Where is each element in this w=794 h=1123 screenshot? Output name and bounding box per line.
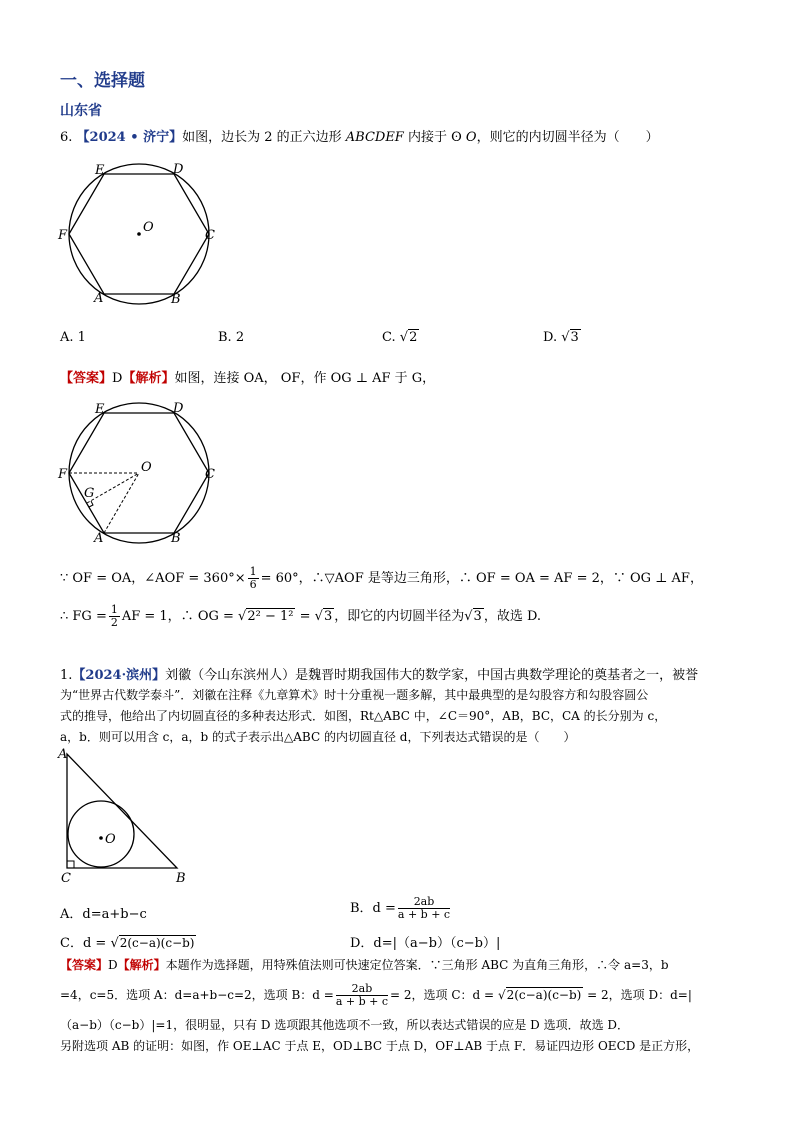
right-angle-mark	[67, 861, 74, 868]
triangle	[67, 754, 177, 868]
center-point	[99, 836, 103, 840]
radicand: 3	[323, 609, 333, 624]
q1-stem-line3: 式的推导，他给出了内切圆直径的多种表达形式．如图，Rt△ABC 中，∠C＝90°，AB，BC，CA 的长分别为 c，	[60, 709, 667, 723]
deriv1-text-b: = 60°，∴▽AOF 是等边三角形，∴ OF = OA = AF = 2，∵ OG ⊥ AF，	[260, 571, 703, 586]
q1-option-b-label: B．d =	[350, 901, 396, 916]
q6-source: 【2024 • 济宁】	[76, 130, 183, 145]
label-E: E	[95, 163, 105, 178]
label-O: O	[105, 832, 116, 847]
fraction	[248, 566, 259, 591]
frac-den: 2	[110, 616, 118, 629]
incircle	[68, 801, 134, 867]
segment-OG	[87, 473, 139, 503]
label-E: E	[95, 402, 105, 417]
q1-option-b	[350, 896, 452, 921]
q6-stem-hex: ABCDEF	[345, 130, 404, 145]
frac-den: a + b + c	[397, 908, 451, 921]
radicand: 2(c−a)(c−b)	[506, 988, 582, 1002]
q1-option-a: A．d=a+b−c	[60, 907, 147, 922]
q1-analysis-2a: =4，c=5．选项 A：d=a+b−c=2，选项 B：d =	[60, 988, 334, 1002]
label-O: O	[143, 220, 154, 235]
deriv2-text-a: ∴ FG =	[60, 609, 107, 624]
frac-num: 2ab	[398, 896, 450, 909]
label-A: A	[94, 291, 104, 306]
q1-option-c	[60, 932, 196, 951]
radicand: 3	[473, 609, 482, 624]
q6-option-d-value: 3	[570, 330, 579, 345]
section-title: 一、选择题	[60, 71, 145, 91]
q1-option-c-radicand: 2(c−a)(c−b)	[119, 936, 195, 950]
q1-option-c-label: C．d =	[60, 936, 107, 951]
deriv2-text-d: ，即它的内切圆半径为	[334, 609, 465, 624]
q1-answer-line1	[60, 956, 669, 973]
q6-stem-text-c: ，则它的内切圆半径为（ ）	[476, 130, 659, 145]
answer-tag: 【答案】	[60, 958, 109, 972]
right-triangle-figure	[55, 746, 195, 886]
label-D: D	[173, 401, 184, 416]
q6-option-d-label: D.	[543, 330, 558, 345]
q6-derivation-1	[60, 566, 703, 591]
q6-derivation-2	[60, 604, 541, 629]
frac-num: 1	[110, 603, 118, 616]
label-C: C	[61, 871, 71, 886]
deriv2-text-b: AF = 1，∴ OG =	[121, 609, 234, 624]
analysis-tag: 【解析】	[122, 371, 175, 386]
sqrt-icon: √	[497, 988, 506, 1002]
answer-value: D	[108, 958, 118, 972]
q6-option-c-label: C.	[382, 330, 396, 345]
label-B: B	[171, 292, 181, 307]
q1-stem-line2: 为“世界古代数学泰斗”．刘徽在注释《九章算术》时十分重视一题多解，其中最典型的是勾股容方和勾股容圆公	[60, 688, 649, 702]
label-A: A	[58, 747, 68, 762]
label-C: C	[205, 228, 215, 243]
q6-stem-o: O	[465, 130, 477, 145]
hexagon-figure	[55, 155, 225, 307]
sqrt-icon: √	[238, 609, 247, 624]
q1-text-1: 刘徽（今山东滨州人）是魏晋时期我国伟大的数学家，中国古典数学理论的奠基者之一，被誉	[165, 668, 699, 683]
label-O: O	[141, 460, 152, 475]
q1-number: 1.	[60, 668, 73, 683]
q1-analysis-2b: = 2，选项 C：d =	[390, 988, 495, 1002]
q6-stem-text-b: 内接于 ʘ	[403, 130, 466, 145]
segment-OA	[104, 473, 139, 533]
q1-stem-line4: a，b．则可以用含 c，a，b 的式子表示出△ABC 的内切圆直径 d，下列表达式错误的是（ ）	[60, 730, 576, 744]
q1-answer-line3: （a−b）（c−b）|=1，很明显，只有 D 选项跟其他选项不一致，所以表达式错误的应是 D 选项．故选 D．	[60, 1018, 630, 1032]
center-point	[137, 232, 141, 236]
q6-stem	[60, 126, 659, 145]
sqrt-icon: √	[110, 936, 119, 951]
frac-den: 6	[249, 578, 257, 591]
q1-option-d: D．d=|（a−b）（c−b）|	[350, 936, 501, 951]
q6-number: 6.	[60, 130, 73, 145]
q6-stem-text-a: 如图，边长为 2 的正六边形	[182, 130, 346, 145]
q6-option-c-value: 2	[409, 330, 418, 345]
deriv2-text-e: ，故选 D.	[483, 609, 542, 624]
sqrt-icon: √	[314, 609, 323, 624]
deriv1-text-a: ∵ OF = OA，∠AOF = 360°×	[60, 571, 246, 586]
answer-tag: 【答案】	[60, 371, 113, 386]
frac-num: 2ab	[336, 983, 388, 996]
fraction	[109, 604, 120, 629]
sqrt-icon: √	[561, 330, 570, 345]
q6-option-d	[543, 330, 581, 345]
label-B: B	[176, 871, 186, 886]
q6-option-b: B. 2	[218, 330, 245, 345]
deriv2-eq: =	[299, 609, 311, 624]
frac-num: 1	[249, 565, 257, 578]
fraction	[336, 983, 388, 1008]
label-F: F	[58, 467, 68, 482]
q1-answer-line2	[60, 983, 692, 1008]
analysis-tag: 【解析】	[117, 958, 166, 972]
label-A: A	[94, 531, 104, 546]
hexagon-solution-figure	[55, 397, 225, 547]
q1-analysis-1: 本题作为选择题，用特殊值法则可快速定位答案．∵三角形 ABC 为直角三角形，∴令 a=3，b	[165, 958, 669, 972]
label-D: D	[173, 162, 184, 177]
label-C: C	[205, 467, 215, 482]
q6-option-a: A. 1	[60, 330, 86, 345]
fraction	[398, 896, 450, 921]
q1-source: 【2024·滨州】	[72, 668, 166, 683]
province-heading: 山东省	[60, 103, 102, 119]
q6-answer	[60, 367, 435, 386]
q6-option-c	[382, 330, 419, 345]
label-G: G	[84, 486, 95, 501]
q1-answer-line4: 另附选项 AB 的证明：如图，作 OE⊥AC 于点 E，OD⊥BC 于点 D，OF⊥AB 于点 F．易证四边形 OECD 是正方形，	[60, 1039, 700, 1053]
label-B: B	[171, 531, 181, 546]
label-F: F	[58, 228, 68, 243]
sqrt-icon: √	[464, 609, 473, 624]
analysis-text: 如图，连接 OA， OF，作 OG ⊥ AF 于 G，	[174, 371, 436, 386]
q1-stem-line1	[60, 664, 698, 683]
q1-analysis-2c: = 2，选项 D：d=|	[587, 988, 692, 1002]
frac-den: a + b + c	[335, 995, 389, 1008]
sqrt-icon: √	[399, 330, 409, 345]
answer-value: D	[112, 371, 123, 386]
radicand: 2² − 1²	[247, 609, 294, 624]
